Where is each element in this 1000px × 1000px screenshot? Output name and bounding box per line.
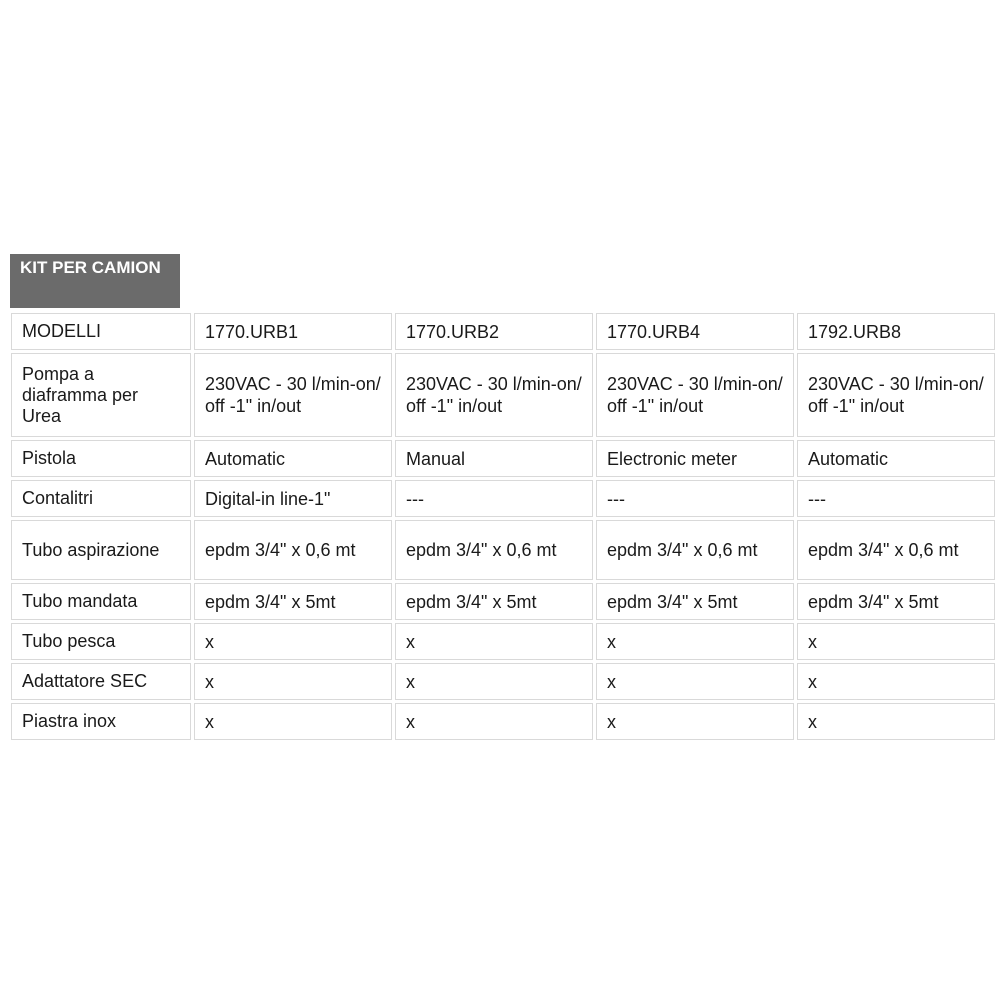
table-cell: --- xyxy=(596,480,794,517)
table-cell: 230VAC - 30 l/min-on/ off -1" in/out xyxy=(194,353,392,437)
row-label: Pompa a diaframma per Urea xyxy=(11,353,191,437)
row-label: MODELLI xyxy=(11,313,191,350)
table-cell: 1770.URB1 xyxy=(194,313,392,350)
row-label: Tubo pesca xyxy=(11,623,191,660)
table-cell: 230VAC - 30 l/min-on/ off -1" in/out xyxy=(596,353,794,437)
spec-table xyxy=(8,310,998,743)
table-row-piastra-inox xyxy=(11,703,995,740)
table-cell: Electronic meter xyxy=(596,440,794,477)
table-cell: Automatic xyxy=(194,440,392,477)
table-cell: --- xyxy=(395,480,593,517)
table-cell: x xyxy=(797,663,995,700)
table-cell: x xyxy=(596,623,794,660)
table-cell: Manual xyxy=(395,440,593,477)
table-cell: 1770.URB2 xyxy=(395,313,593,350)
table-row-contalitri xyxy=(11,480,995,517)
table-cell: Digital-in line-1" xyxy=(194,480,392,517)
table-cell: epdm 3/4" x 5mt xyxy=(596,583,794,620)
table-row-tubo-aspirazione xyxy=(11,520,995,580)
table-row-pistola xyxy=(11,440,995,477)
table-cell: epdm 3/4" x 0,6 mt xyxy=(797,520,995,580)
table-row-adattatore-sec xyxy=(11,663,995,700)
table-cell: epdm 3/4" x 5mt xyxy=(395,583,593,620)
table-cell: x xyxy=(797,623,995,660)
kit-title: KIT PER CAMION xyxy=(10,254,180,308)
table-row-modelli xyxy=(11,313,995,350)
row-label: Piastra inox xyxy=(11,703,191,740)
table-cell: x xyxy=(596,663,794,700)
table-cell: x xyxy=(395,623,593,660)
table-cell: --- xyxy=(797,480,995,517)
table-cell: x xyxy=(797,703,995,740)
table-cell: 1770.URB4 xyxy=(596,313,794,350)
table-row-tubo-pesca xyxy=(11,623,995,660)
table-cell: 1792.URB8 xyxy=(797,313,995,350)
table-cell: x xyxy=(395,703,593,740)
table-cell: x xyxy=(194,663,392,700)
table-cell: epdm 3/4" x 0,6 mt xyxy=(194,520,392,580)
table-cell: epdm 3/4" x 5mt xyxy=(194,583,392,620)
table-cell: 230VAC - 30 l/min-on/ off -1" in/out xyxy=(797,353,995,437)
table-cell: Automatic xyxy=(797,440,995,477)
row-label: Tubo aspirazione xyxy=(11,520,191,580)
table-cell: epdm 3/4" x 0,6 mt xyxy=(596,520,794,580)
table-row-tubo-mandata xyxy=(11,583,995,620)
row-label: Tubo mandata xyxy=(11,583,191,620)
table-cell: epdm 3/4" x 5mt xyxy=(797,583,995,620)
row-label: Pistola xyxy=(11,440,191,477)
table-cell: x xyxy=(194,703,392,740)
row-label: Adattatore SEC xyxy=(11,663,191,700)
table-cell: x xyxy=(194,623,392,660)
table-cell: x xyxy=(596,703,794,740)
row-label: Contalitri xyxy=(11,480,191,517)
table-cell: 230VAC - 30 l/min-on/ off -1" in/out xyxy=(395,353,593,437)
table-cell: x xyxy=(395,663,593,700)
table-row-pompa xyxy=(11,353,995,437)
table-cell: epdm 3/4" x 0,6 mt xyxy=(395,520,593,580)
